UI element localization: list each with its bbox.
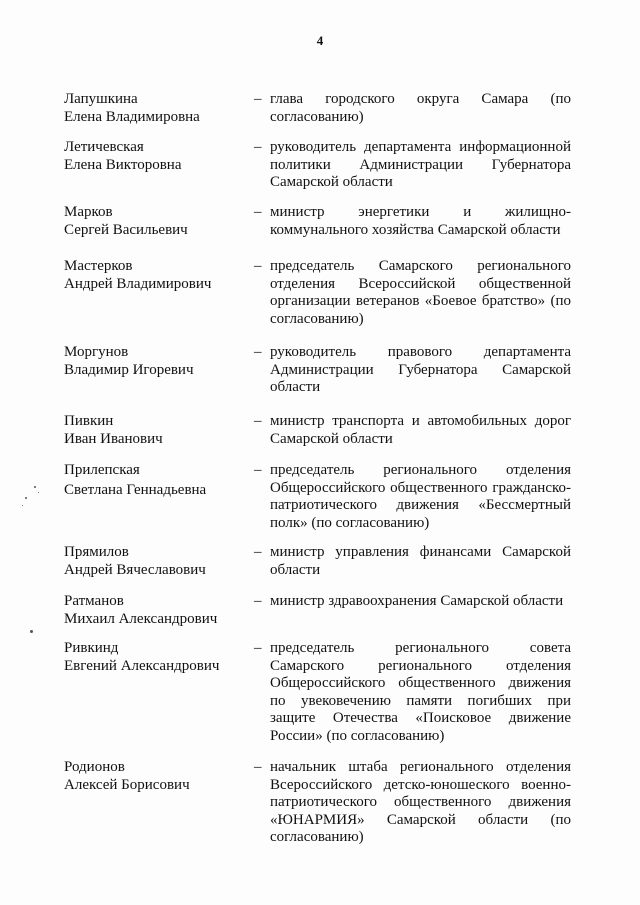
scan-speck: [25, 497, 27, 499]
dash: –: [254, 344, 262, 360]
position-description: председатель регионального совета Самарского регионального отделения Общероссийского общественного движения по увековечению памяти погибших при защите Отечества «Поисковое движение России» (по согласованию): [270, 640, 571, 744]
surname: Мастерков: [64, 258, 133, 274]
given-name: Евгений Александрович: [64, 657, 220, 674]
position-description: глава городского округа Самара (по согласованию): [270, 91, 571, 125]
scan-speck: [30, 630, 33, 633]
person-name: [64, 91, 254, 126]
surname: Ратманов: [64, 593, 124, 609]
surname: Пивкин: [64, 413, 114, 429]
surname: Ривкинд: [64, 640, 119, 656]
dash: –: [254, 413, 262, 429]
dash: –: [254, 544, 262, 560]
given-name: Светлана Геннадьевна: [64, 481, 207, 498]
surname: Летичевская: [64, 139, 144, 155]
page-number: 4: [316, 33, 324, 48]
person-name: [64, 413, 254, 448]
surname: Прямилов: [64, 544, 129, 560]
person-name: [64, 640, 254, 675]
dash: –: [254, 593, 262, 609]
position-description: руководитель департамента информационной политики Администрации Губернатора Самарской области: [270, 139, 571, 191]
person-name: [64, 759, 254, 794]
given-name: Михаил Александрович: [64, 610, 218, 627]
given-name: Елена Викторовна: [64, 156, 182, 173]
person-name: [64, 544, 254, 579]
given-name: Андрей Вячеславович: [64, 561, 206, 578]
scan-speck: [38, 492, 39, 493]
position-description: министр транспорта и автомобильных дорог Самарской области: [270, 413, 571, 447]
given-name: Елена Владимировна: [64, 108, 200, 125]
surname: Моргунов: [64, 344, 129, 360]
dash: –: [254, 759, 262, 775]
surname: Лапушкина: [64, 91, 138, 107]
person-name: [64, 139, 254, 174]
person-name: [64, 462, 254, 499]
person-name: [64, 344, 254, 379]
position-description: председатель регионального отделения Общероссийского общественного гражданско-патриотического движения «Бессмертный полк» (по согласованию): [270, 462, 571, 531]
surname: Марков: [64, 204, 113, 220]
position-description: руководитель правового департамента Администрации Губернатора Самарской области: [270, 344, 571, 396]
given-name: Владимир Игоревич: [64, 361, 194, 378]
given-name: Алексей Борисович: [64, 776, 190, 793]
given-name: Сергей Васильевич: [64, 221, 188, 238]
dash: –: [254, 462, 262, 478]
surname: Прилепская: [64, 462, 140, 478]
scan-speck: [34, 486, 36, 488]
person-name: [64, 204, 254, 239]
position-description: председатель Самарского регионального отделения Всероссийской общественной организации ветеранов «Боевое братство» (по согласованию): [270, 258, 571, 327]
person-name: [64, 593, 254, 628]
dash: –: [254, 91, 262, 107]
scan-speck: [22, 505, 23, 506]
given-name: Иван Иванович: [64, 430, 163, 447]
position-description: министр управления финансами Самарской области: [270, 544, 571, 578]
surname: Родионов: [64, 759, 125, 775]
dash: –: [254, 139, 262, 155]
dash: –: [254, 204, 262, 220]
dash: –: [254, 258, 262, 274]
position-description: начальник штаба регионального отделения Всероссийского детско-юношеского военно-патриотического общественного движения «ЮНАРМИЯ» Самарской области (по согласованию): [270, 759, 571, 846]
given-name: Андрей Владимирович: [64, 275, 212, 292]
position-description: министр энергетики и жилищно-коммунального хозяйства Самарской области: [270, 204, 571, 238]
dash: –: [254, 640, 262, 656]
position-description: министр здравоохранения Самарской области: [270, 593, 564, 609]
person-name: [64, 258, 254, 293]
